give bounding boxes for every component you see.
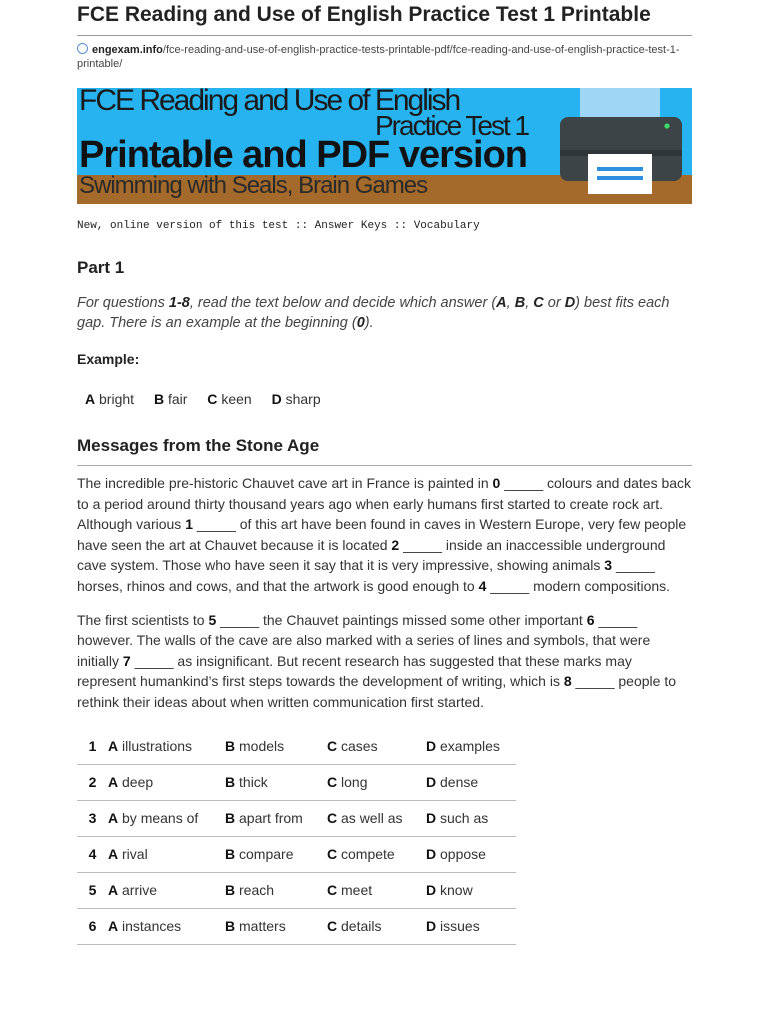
question-number: 3 (77, 800, 108, 836)
table-row (77, 872, 516, 908)
passage-paragraph-1: The incredible pre-historic Chauvet cave art in France is painted in 0 _____ colours and dates back to a period around thirty thousand years ago when early humans first started to create rock art. Although various 1 _____ of this art have been found in caves in Western Europe, very few people have seen the art at Chauvet because it is located 2 _____ inside an inaccessible underground cave system. Those who have seen it say that it is very impressive, showing animals 3 _____ horses, rhinos and cows, and that the artwork is good enough to 4 _____ modern compositions. (77, 475, 692, 594)
quick-links (77, 220, 692, 232)
option-a: A illustrations (108, 729, 225, 765)
passage-paragraph-2: The first scientists to 5 _____ the Chauvet paintings missed some other important 6 _____ however. The walls of the cave are also marked with a series of lines and symbols, that were initially 7 _____ as insignificant. But recent research has suggested that these marks may represent humankind’s first steps towards the development of writing, which is 8 _____ people to rethink their ideas about when written communication first started. (77, 611, 676, 710)
question-number: 4 (77, 836, 108, 872)
option-d: D such as (426, 800, 516, 836)
printer-tray (588, 154, 652, 194)
page-title: FCE Reading and Use of English Practice Test 1 Printable (77, 2, 692, 36)
source-domain[interactable]: engexam.info (92, 44, 163, 56)
tray-line (597, 176, 643, 180)
option-d: D examples (426, 729, 516, 765)
table-row (77, 836, 516, 872)
option-b: B apart from (225, 800, 327, 836)
example-option: B fair (153, 391, 188, 407)
option-b: B matters (225, 908, 327, 944)
example-options (77, 391, 692, 407)
table-row (77, 764, 516, 800)
option-b: B models (225, 729, 327, 765)
example-option: C keen (207, 391, 252, 407)
table-row (77, 729, 516, 765)
question-number: 5 (77, 872, 108, 908)
instructions: For questions 1-8, read the text below and decide which answer (A, B, C or D) best fits each gap. There is an example at the beginning (0). (77, 295, 670, 331)
table-row (77, 908, 516, 944)
link-separator: :: (393, 220, 408, 232)
option-b: B reach (225, 872, 327, 908)
document-page (77, 0, 692, 945)
option-c: C cases (327, 729, 426, 765)
link-online-version[interactable]: New, online version of this test (77, 220, 289, 232)
printer-led (664, 123, 669, 128)
printer-icon (560, 88, 685, 204)
option-d: D oppose (426, 836, 516, 872)
banner-line3: Printable and PDF version (79, 134, 527, 176)
banner-line2: Practice Test 1 (375, 110, 529, 141)
banner-line1: FCE Reading and Use of English (79, 88, 460, 117)
option-c: C long (327, 764, 426, 800)
answer-options-table (77, 729, 516, 945)
option-c: C compete (327, 836, 426, 872)
option-a: A deep (108, 764, 225, 800)
part-title: Part 1 (77, 258, 125, 277)
example-label: Example: (77, 351, 140, 367)
option-b: B thick (225, 764, 327, 800)
option-c: C details (327, 908, 426, 944)
tray-line (597, 167, 643, 171)
link-answer-keys[interactable]: Answer Keys (314, 220, 388, 232)
banner-line4: Swimming with Seals, Brain Games (79, 172, 428, 199)
question-number: 6 (77, 908, 108, 944)
passage-title: Messages from the Stone Age (77, 436, 692, 466)
source-path[interactable]: /fce-reading-and-use-of-english-practice-tests-printable-pdf/fce-reading-and-use-of-english-practice-test-1-printable/ (77, 44, 680, 70)
option-a: A instances (108, 908, 225, 944)
link-separator: :: (294, 220, 309, 232)
option-c: C meet (327, 872, 426, 908)
option-d: D dense (426, 764, 516, 800)
option-d: D know (426, 872, 516, 908)
option-c: C as well as (327, 800, 426, 836)
example-option: A bright (85, 391, 135, 407)
question-number: 1 (77, 729, 108, 765)
source-link[interactable] (77, 43, 692, 71)
globe-icon (77, 43, 88, 54)
option-a: A arrive (108, 872, 225, 908)
example-option: D sharp (271, 391, 321, 407)
option-a: A by means of (108, 800, 225, 836)
option-d: D issues (426, 908, 516, 944)
printer-paper (580, 88, 660, 122)
option-b: B compare (225, 836, 327, 872)
question-number: 2 (77, 764, 108, 800)
banner-image (77, 88, 692, 204)
table-row (77, 800, 516, 836)
link-vocabulary[interactable]: Vocabulary (413, 220, 480, 232)
option-a: A rival (108, 836, 225, 872)
